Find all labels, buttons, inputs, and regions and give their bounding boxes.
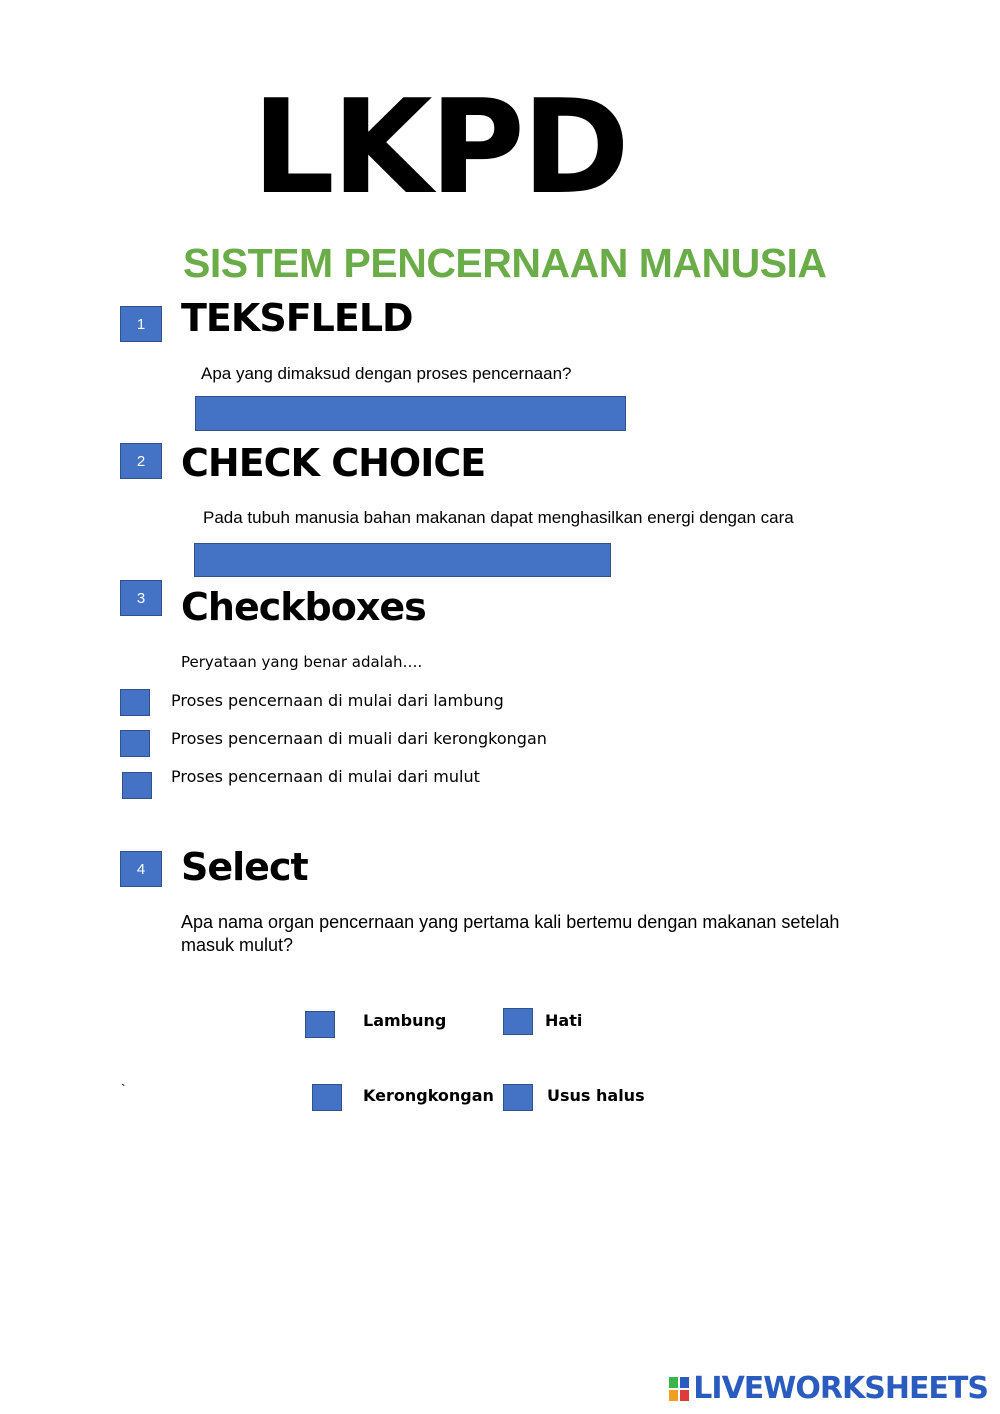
page-subtitle: SISTEM PENCERNAAN MANUSIA bbox=[183, 240, 827, 286]
liveworksheets-logo bbox=[669, 1371, 988, 1406]
checkbox-option-1[interactable] bbox=[120, 689, 150, 716]
section-heading-1: TEKSFLELD bbox=[181, 296, 413, 340]
select-option-usus-halus[interactable] bbox=[503, 1084, 533, 1111]
liveworksheets-logo-text: LIVEWORKSHEETS bbox=[693, 1371, 988, 1406]
answer-choice-field-2[interactable] bbox=[194, 543, 611, 577]
select-option-hati-label: Hati bbox=[545, 1011, 583, 1030]
section-number-4: 4 bbox=[120, 851, 162, 887]
checkbox-option-3[interactable] bbox=[122, 772, 152, 799]
section-number-1: 1 bbox=[120, 306, 162, 342]
checkbox-option-2-label: Proses pencernaan di muali dari kerongkongan bbox=[171, 729, 547, 748]
section-heading-4: Select bbox=[181, 845, 308, 889]
section-heading-2: CHECK CHOICE bbox=[181, 441, 486, 485]
answer-text-field-1[interactable] bbox=[195, 396, 626, 431]
select-option-lambung-label: Lambung bbox=[363, 1011, 447, 1030]
section-heading-3: Checkboxes bbox=[181, 585, 426, 629]
question-4-line-2: masuk mulut? bbox=[181, 935, 294, 955]
stray-mark: ` bbox=[121, 1081, 126, 1097]
select-option-kerongkongan[interactable] bbox=[312, 1084, 342, 1111]
section-number-2: 2 bbox=[120, 443, 162, 479]
question-3: Peryataan yang benar adalah…. bbox=[181, 653, 423, 671]
question-1: Apa yang dimaksud dengan proses pencernaan? bbox=[201, 364, 572, 383]
select-option-usus-halus-label: Usus halus bbox=[547, 1086, 645, 1105]
checkbox-option-1-label: Proses pencernaan di mulai dari lambung bbox=[171, 691, 504, 710]
checkbox-option-2[interactable] bbox=[120, 730, 150, 757]
question-2: Pada tubuh manusia bahan makanan dapat menghasilkan energi dengan cara bbox=[203, 508, 794, 527]
page-title: LKPD bbox=[252, 71, 627, 223]
checkbox-option-3-label: Proses pencernaan di mulai dari mulut bbox=[171, 767, 480, 786]
question-4-line-1: Apa nama organ pencernaan yang pertama kali bertemu dengan makanan setelah bbox=[181, 912, 840, 932]
select-option-lambung[interactable] bbox=[305, 1011, 335, 1038]
section-number-3: 3 bbox=[120, 580, 162, 616]
select-option-kerongkongan-label: Kerongkongan bbox=[363, 1086, 494, 1105]
liveworksheets-logo-icon bbox=[669, 1377, 689, 1401]
select-option-hati[interactable] bbox=[503, 1008, 533, 1035]
